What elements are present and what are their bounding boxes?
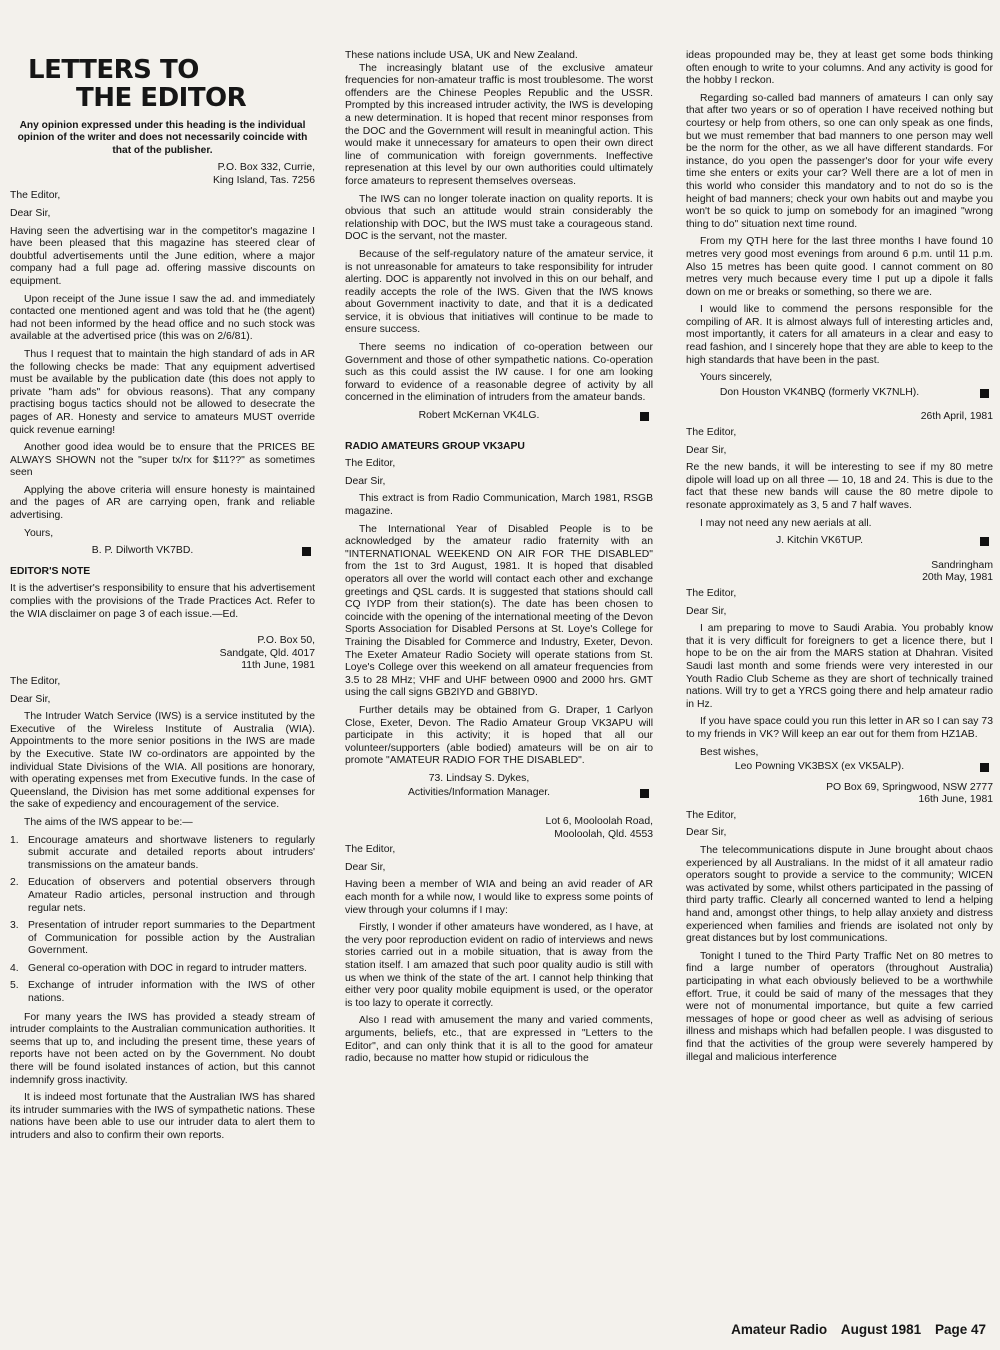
column-2 xyxy=(345,50,653,1312)
letter3-signature: 73. Lindsay S. Dykes, xyxy=(428,772,530,784)
letter2-paragraph: The IWS can no longer tolerate inaction on quality reports. It is obvious that such an attitude would strain considerably the relationship with DOC, but the IWS must take a courageous stand. DOC is the servant, not the master. xyxy=(345,193,653,243)
letter6-paragraph: If you have space could you run this letter in AR so I can say 73 to my friends in VK? Will keep an ear out for them from HZ1AB. xyxy=(686,716,993,740)
letter6-paragraph: I am preparing to move to Saudi Arabia. You probably know that it is very difficult for foreigners to get a licence there, but I hope to be on the air from the MARS station at Dhahran. Visited Saudi last month and some friends were very interested in our Youth Radio Club Scheme as they are short of technically trained nations. Will try to get a YRCS going there and help amateur radio in Hz. xyxy=(686,623,993,710)
page-footer xyxy=(731,1322,986,1337)
letter3-intro: This extract is from Radio Communication, March 1981, RSGB magazine. xyxy=(345,493,653,517)
letter2-paragraph: These nations include USA, UK and New Zealand. xyxy=(345,50,578,61)
title-line-1: LETTERS TO xyxy=(28,55,199,85)
letter2-paragraph: The aims of the IWS appear to be:— xyxy=(24,816,193,828)
issue-date: August 1981 xyxy=(840,1322,922,1337)
end-mark xyxy=(980,537,989,546)
letter2-paragraph: The Intruder Watch Service (IWS) is a service instituted by the Executive of the Wireless Institute of Australia (WIA). Appointments to the more senior positions in the IWS are made by the Executive. State IW co-ordinators are appointed by the individual State Divisions of the WIA. All positions are honorary, with operating expenses met from Executive funds. In the case of Queensland, the Division has met some additional expenses for the sake of expediency and encouragement of the service. xyxy=(10,711,315,811)
letter2-paragraph: The increasingly blatant use of the exclusive amateur frequencies for non-amateur traffic is most troublesome. The worst offenders are the Chinese Peoples Republic and the USSR. Prompted by this increased intruder activity, the IWS is developing a new determination. It is hoped that recent minor responses from the DOC and the Government will result in meaningful action. This would make it unnecessary for amateurs to open their own direct line of communication with foreign governments. Ineffective represenation at this level by our own authorities could ultimately force amateurs to represent themselves overseas. xyxy=(345,62,653,187)
letter2-paragraph: There seems no indication of co-operation between our Government and those of other sympathetic nations. Co-operation such as this could assist the IW cause. I for one am looking forward to evidence of a reasonable degree of activity by all concerned in the elimination of intruders from the amateur bands. xyxy=(345,342,653,404)
letter6-greeting: Dear Sir, xyxy=(686,605,727,617)
letter4-address: Lot 6, Mooloolah Road, Mooloolah, Qld. 4553 xyxy=(545,816,653,840)
letter2-to: The Editor, xyxy=(10,676,61,687)
letter4-paragraph: Firstly, I wonder if other amateurs have wondered, as I have, at the very poor reproduction evident on radio of interviews and news stories carried out in a mobile situation, that is away from the station itself. I am amazed that such poor quality audio is still with us when we think of the state of the art. I cannot help thinking that either very poor quality mobile equipment is used, or the operator is too lazy to operate it correctly. xyxy=(345,922,653,1009)
letter2-paragraph: Because of the self-regulatory nature of the amateur service, it is not unreasonable for amateurs to take responsibility for intruder alerting. DOC is apparently not involved in this on our behalf, and readily accepts the role of the IWS. Given that the IWS knows about Government inactivity to date, and that it is a dedicated service, it is obvious that initiatives will continue to be made to ensure success. xyxy=(345,248,653,336)
letter2-address: P.O. Box 50, Sandgate, Qld. 4017 11th June, 1981 xyxy=(219,635,315,672)
list-item: 2. Education of observers and potential observers through Amateur Radio articles, personal instruction and through regular nets. xyxy=(10,877,315,914)
letter1-signature: B. P. Dilworth VK7BD. xyxy=(10,545,315,558)
letter5-paragraph: I may not need any new aerials at all. xyxy=(700,517,872,529)
page-number: Page 47 xyxy=(934,1322,986,1337)
list-item: 4. General co-operation with DOC in regard to intruder matters. xyxy=(10,962,307,974)
letter6-to: The Editor, xyxy=(686,587,737,599)
letter1-closing: Yours, xyxy=(24,527,54,539)
letter7-to: The Editor, xyxy=(686,809,737,821)
letter3-heading: RADIO AMATEURS GROUP VK3APU xyxy=(345,440,525,452)
letter1-paragraph: Applying the above criteria will ensure honesty is maintained and the pages of AR are carrying open, frank and reliable advertising. xyxy=(10,484,315,522)
letter7-greeting: Dear Sir, xyxy=(686,827,727,839)
letter4-to: The Editor, xyxy=(345,844,396,856)
title-line-2: THE EDITOR xyxy=(76,83,247,113)
end-mark xyxy=(980,763,989,772)
letter6-address: Sandringham 20th May, 1981 xyxy=(922,559,993,584)
iws-aims-list xyxy=(10,835,315,1006)
letter4-greeting: Dear Sir, xyxy=(345,861,386,873)
letter7-paragraph: The telecommunications dispute in June brought about chaos experienced by all Australians. In the midst of it all amateur radio operators sought to provide a service to the community; WICEN was activated by some, whilst others participated in the passing of third party traffic. Clearly all concerned wanted to lend a helping hand and, amongst other things, to help allay anxiety and distress experienced when families and friends are isolated not only by great distances but by lost communications. xyxy=(686,845,993,945)
letter2-signature: Robert McKernan VK4LG. xyxy=(345,410,653,423)
list-item: 1. Encourage amateurs and shortwave listeners to regularly submit accurate and detailed reports about intruders' transmissions on the amateur bands. xyxy=(10,834,315,871)
letter4-paragraph: From my QTH here for the last three months I have found 10 metres very good most evenings from around 6 p.m. until 11 p.m. Also 15 metres has been quite good. I cannot comment on 80 metres very much because every time I put up a dipole it falls down on me or breaks or something, so there we are. xyxy=(686,236,993,298)
letter1-paragraph: Upon receipt of the June issue I saw the ad. and immediately contacted one mentioned agent and was told that he (the agent) had not been informed by the head office and no such stock was available at the advertised price (this was on 2/6/81). xyxy=(10,293,315,343)
end-mark xyxy=(640,789,649,798)
letter4-paragraph: ideas propounded may be, they at least get some bods thinking often enough to write to your columns. And any activity is good for the hobby I reckon. xyxy=(686,50,993,87)
editors-note-heading: EDITOR'S NOTE xyxy=(10,565,91,577)
page-title xyxy=(28,56,315,112)
list-item: 3. Presentation of intruder report summaries to the Department of Communication for possible action by the Australian Government. xyxy=(10,920,315,957)
letter5-to: The Editor, xyxy=(686,427,737,439)
letter4-paragraph: Regarding so-called bad manners of amateurs I can only say that after two years or so of operation I have received nothing but courtesy or help from others, so one can only speak as one finds, but we must remember that bad manners to one person may well be the norm for the other, as we all have different standards. For instance, do you open the passenger's door for your wife every time she enters or exits your car? Well there are a lot of men in this world who consider this mandatory and to not do so is the height of bad manners; check your own habits out and maybe you won't be so quick to jump on somebody for an imagined "wrong thing to do" situation next time round. xyxy=(686,92,993,230)
letter3-paragraph: Further details may be obtained from G. Draper, 1 Carlyon Close, Exeter, Devon. The Radio Amateur Group VK3APU will participate in this activity; it is hoped that all our volunteer/supporters (able bodied) amateurs will be on air to promote "AMATEUR RADIO FOR THE DISABLED". xyxy=(345,704,653,767)
letter4-signature: Don Houston VK4NBQ (formerly VK7NLH). xyxy=(686,387,993,400)
letter1-paragraph: Another good idea would be to ensure that the PRICES BE ALWAYS SHOWN not the "super tx/rx for $11??" as sometimes seen xyxy=(10,442,315,479)
letter5-paragraph: Re the new bands, it will be interesting to see if my 80 metre dipole will load up on all three — 10, 18 and 24. This is due to the fact that these new bands will cause the 80 metre dipole to resonate approximately as 3, 5 and 7 half waves. xyxy=(686,462,993,511)
publication-name: Amateur Radio xyxy=(731,1322,828,1337)
letter1-paragraph: Having seen the advertising war in the competitor's magazine I have been pleased that this magazine has steered clear of doubtful advertisements until the June edition, where a major company had a full page ad. offering massive discounts on equipment. xyxy=(10,225,315,287)
letter1-to: The Editor, xyxy=(10,190,61,202)
letter6-closing: Best wishes, xyxy=(700,746,759,758)
letter1-paragraph: Thus I request that to maintain the high standard of ads in AR the following checks be made: That any equipment advertised must be available by the publication date (this does not apply to private "ham ads" for obvious reasons). That any company practising bogus tactics should not be allowed to desecrate the pages of AR. Honesty and service to amateurs MUST override quick revenue earning! xyxy=(10,348,315,436)
letter4-paragraph: Also I read with amusement the many and varied comments, arguments, beliefs, etc., that are expressed in "Letters to the Editor", and can only think that it is all to the good for amateur radio, because no matter how stupid or ridiculous the xyxy=(345,1015,653,1065)
letter1-address: P.O. Box 332, Currie, King Island, Tas. 7256 xyxy=(212,162,315,186)
letter5-date: 26th April, 1981 xyxy=(920,411,993,423)
letter2-greeting: Dear Sir, xyxy=(10,693,51,705)
end-mark xyxy=(302,547,311,556)
letter3-paragraph: The International Year of Disabled People is to be acknowledged by the amateur radio fraternity with an "INTERNATIONAL WEEKEND ON AIR FOR THE DISABLED" from the 1st to 3rd August, 1981. It is hoped that disabled operators all over the world will contact each other and exchange greetings and QSL cards. It is suggested that stations should call CQ IYDP from their station(s). The date has been chosen to coincide with the opening of the international meeting of the Devon Sports Association for Disabled Persons at St. Loye's College for Training the Disabled for Commerce and Industry, Exeter, Devon. The Exeter Amateur Radio Society will operate stations from St. Loye's College over this weekend on all amateur frequencies from 3.5 to 28 MHz; VHF and UHF between 0900 and 2000 hrs. GMT using the call signs GB2IYD and GB8IYD. xyxy=(345,523,653,699)
letter2-paragraph: For many years the IWS has provided a steady stream of intruder complaints to the Australian communication authorities. It seems that up to, and including the present time, these years of reports have not been acted on by the Government. No doubt there will be found isolated instances of action, but this cannot indemnify gross inactivity. xyxy=(10,1011,315,1086)
end-mark xyxy=(980,389,989,398)
letter1-greeting: Dear Sir, xyxy=(10,208,51,219)
letter7-paragraph: Tonight I tuned to the Third Party Traffic Net on 80 metres to find a large number of operators (throughout Australia) participating in what each obviously believed to be a worthwhile effort. True, it could be said of many of the messages that they were not of monumental importance, but quite a few carried messages of hope or good cheer as well as advising of serious illness and mishaps which had befallen people. I was disgusted to find that the activities of the group were severely hampered by illegal and malicious interference xyxy=(686,950,993,1063)
letter2-paragraph: It is indeed most fortunate that the Australian IWS has shared its intruder summaries with the IWS of sympathetic nations. These nations have been able to use our intruder data to alert them to intruders and also to confirm their own reports. xyxy=(10,1092,315,1141)
letter4-paragraph: Having been a member of WIA and being an avid reader of AR each month for a while now, I would like to express some points of view through your columns if I may: xyxy=(345,879,653,916)
letter6-signature: Leo Powning VK3BSX (ex VK5ALP). xyxy=(686,761,993,774)
letter3-greeting: Dear Sir, xyxy=(345,475,386,487)
column-3 xyxy=(686,50,993,1312)
letter4-paragraph: I would like to commend the persons responsible for the compiling of AR. It is almost always full of interesting articles and, most importantly, it caters for all amateurs in a clear and easy to read fashion, and I sincerely hope that they are able to keep to the high standards that have been in the past. xyxy=(686,304,993,366)
editors-note-text: It is the advertiser's responsibility to ensure that his advertisement complies with the provisions of the Trade Practices Act. Refer to the WIA disclaimer on page 3 of each issue.—Ed. xyxy=(10,583,315,620)
letter4-closing: Yours sincerely, xyxy=(700,372,773,384)
letter5-signature: J. Kitchin VK6TUP. xyxy=(686,535,993,548)
letter3-signature-title: Activities/Information Manager. xyxy=(345,787,653,800)
letter3-to: The Editor, xyxy=(345,458,396,470)
column-1 xyxy=(10,50,315,1312)
end-mark xyxy=(640,412,649,421)
letter5-greeting: Dear Sir, xyxy=(686,444,727,456)
letter7-address: PO Box 69, Springwood, NSW 2777 16th June, 1981 xyxy=(826,781,993,806)
disclaimer: Any opinion expressed under this heading is the individual opinion of the writer and does not necessarily coincide with that of the publisher. xyxy=(17,120,308,156)
list-item: 5. Exchange of intruder information with the IWS of other nations. xyxy=(10,980,315,1005)
